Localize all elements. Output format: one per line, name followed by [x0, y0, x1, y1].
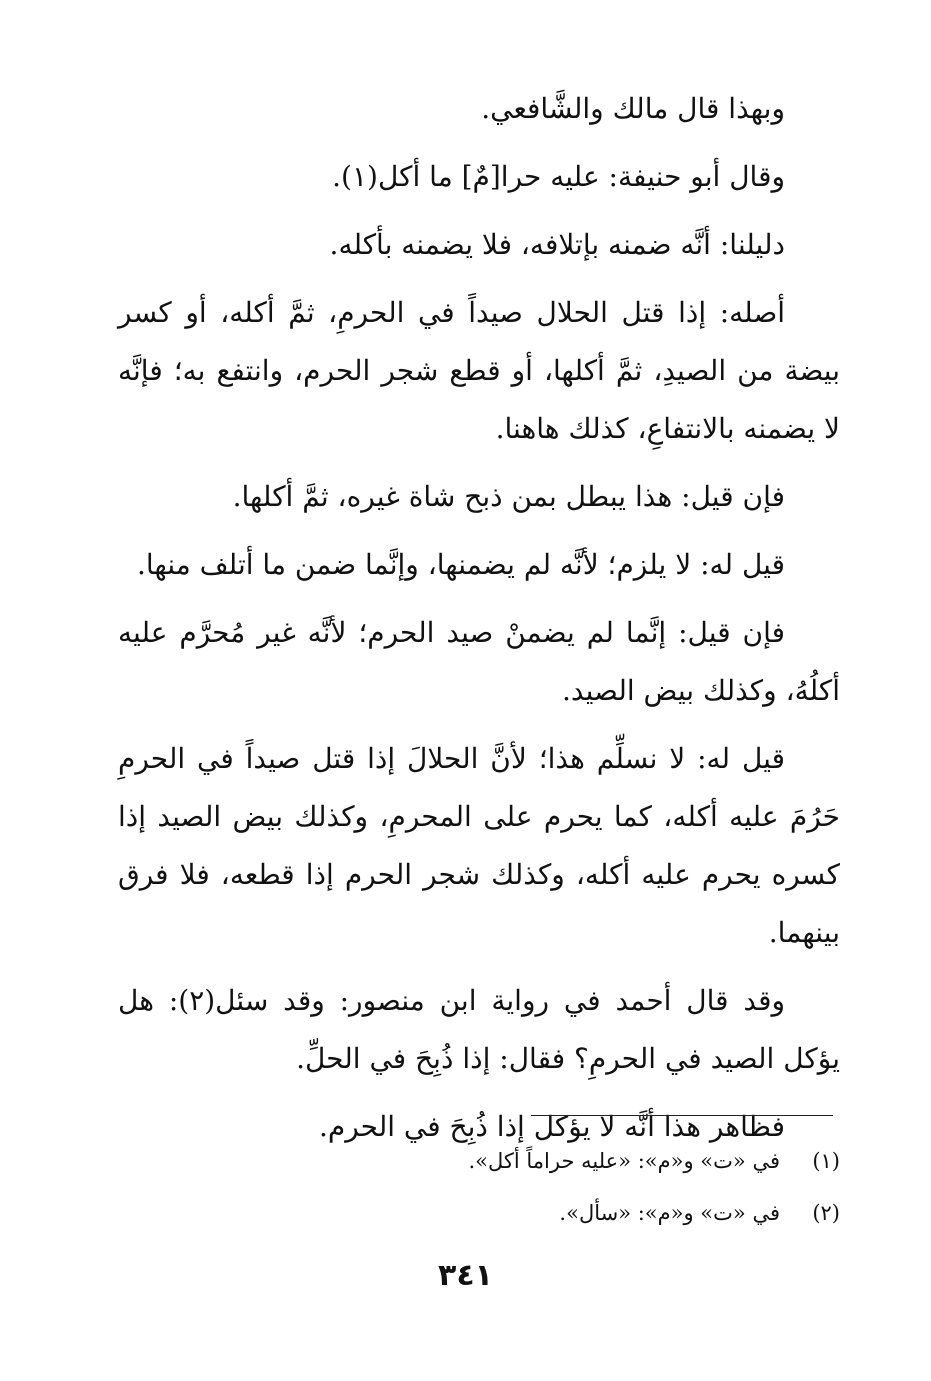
main-text	[118, 80, 840, 1166]
footnote-text: في «ت» و«م»: «عليه حراماً أكل».	[468, 1149, 780, 1173]
footnote-number: (٢)	[812, 1201, 840, 1225]
paragraph: وبهذا قال مالك والشَّافعي.	[481, 92, 785, 125]
page-number: ٣٤١	[438, 1258, 493, 1293]
paragraph: وقد قال أحمد في رواية ابن منصور: وقد سئل(٢): هل يؤكل الصيد في الحرمِ؟ فقال: إذا ذُبِحَ في الحلِّ.	[118, 984, 840, 1075]
footnote-number: (١)	[812, 1149, 840, 1173]
footnote	[300, 1187, 840, 1239]
footnote-text: في «ت» و«م»: «سأل».	[559, 1201, 780, 1225]
paragraph: قيل له: لا نسلِّم هذا؛ لأنَّ الحلالَ إذا قتل صيداً في الحرمِ حَرُمَ عليه أكله، كما يحرم على المحرمِ، وكذلك بيض الصيد إذا كسره يحرم عليه أكله، وكذلك شجر الحرم إذا قطعه، فلا فرق بينهما.	[118, 742, 840, 949]
paragraph: فظاهر هذا أنَّه لا يؤكل إذا ذُبِحَ في الحرم.	[318, 1110, 785, 1143]
paragraph: قيل له: لا يلزم؛ لأنَّه لم يضمنها، وإنَّما ضمن ما أتلف منها.	[137, 548, 785, 581]
paragraph: دليلنا: أنَّه ضمنه بإتلافه، فلا يضمنه بأكله.	[329, 228, 785, 261]
paragraph: فإن قيل: إنَّما لم يضمنْ صيد الحرم؛ لأنَّه غير مُحرَّم عليه أكلُهُ، وكذلك بيض الصيد.	[118, 616, 840, 707]
paragraph: وقال أبو حنيفة: عليه حرا[مٌ] ما أكل(١).	[332, 160, 785, 193]
paragraph: فإن قيل: هذا يبطل بمن ذبح شاة غيره، ثمَّ أكلها.	[232, 480, 785, 513]
footnote-separator	[531, 1115, 833, 1116]
paragraph: أصله: إذا قتل الحلال صيداً في الحرمِ، ثمَّ أكله، أو كسر بيضة من الصيدِ، ثمَّ أكلها، أو قطع شجر الحرم، وانتفع به؛ فإنَّه لا يضمنه بالانتفاعِ، كذلك هاهنا.	[118, 296, 840, 445]
footnote	[300, 1135, 840, 1187]
footnotes	[300, 1135, 840, 1239]
